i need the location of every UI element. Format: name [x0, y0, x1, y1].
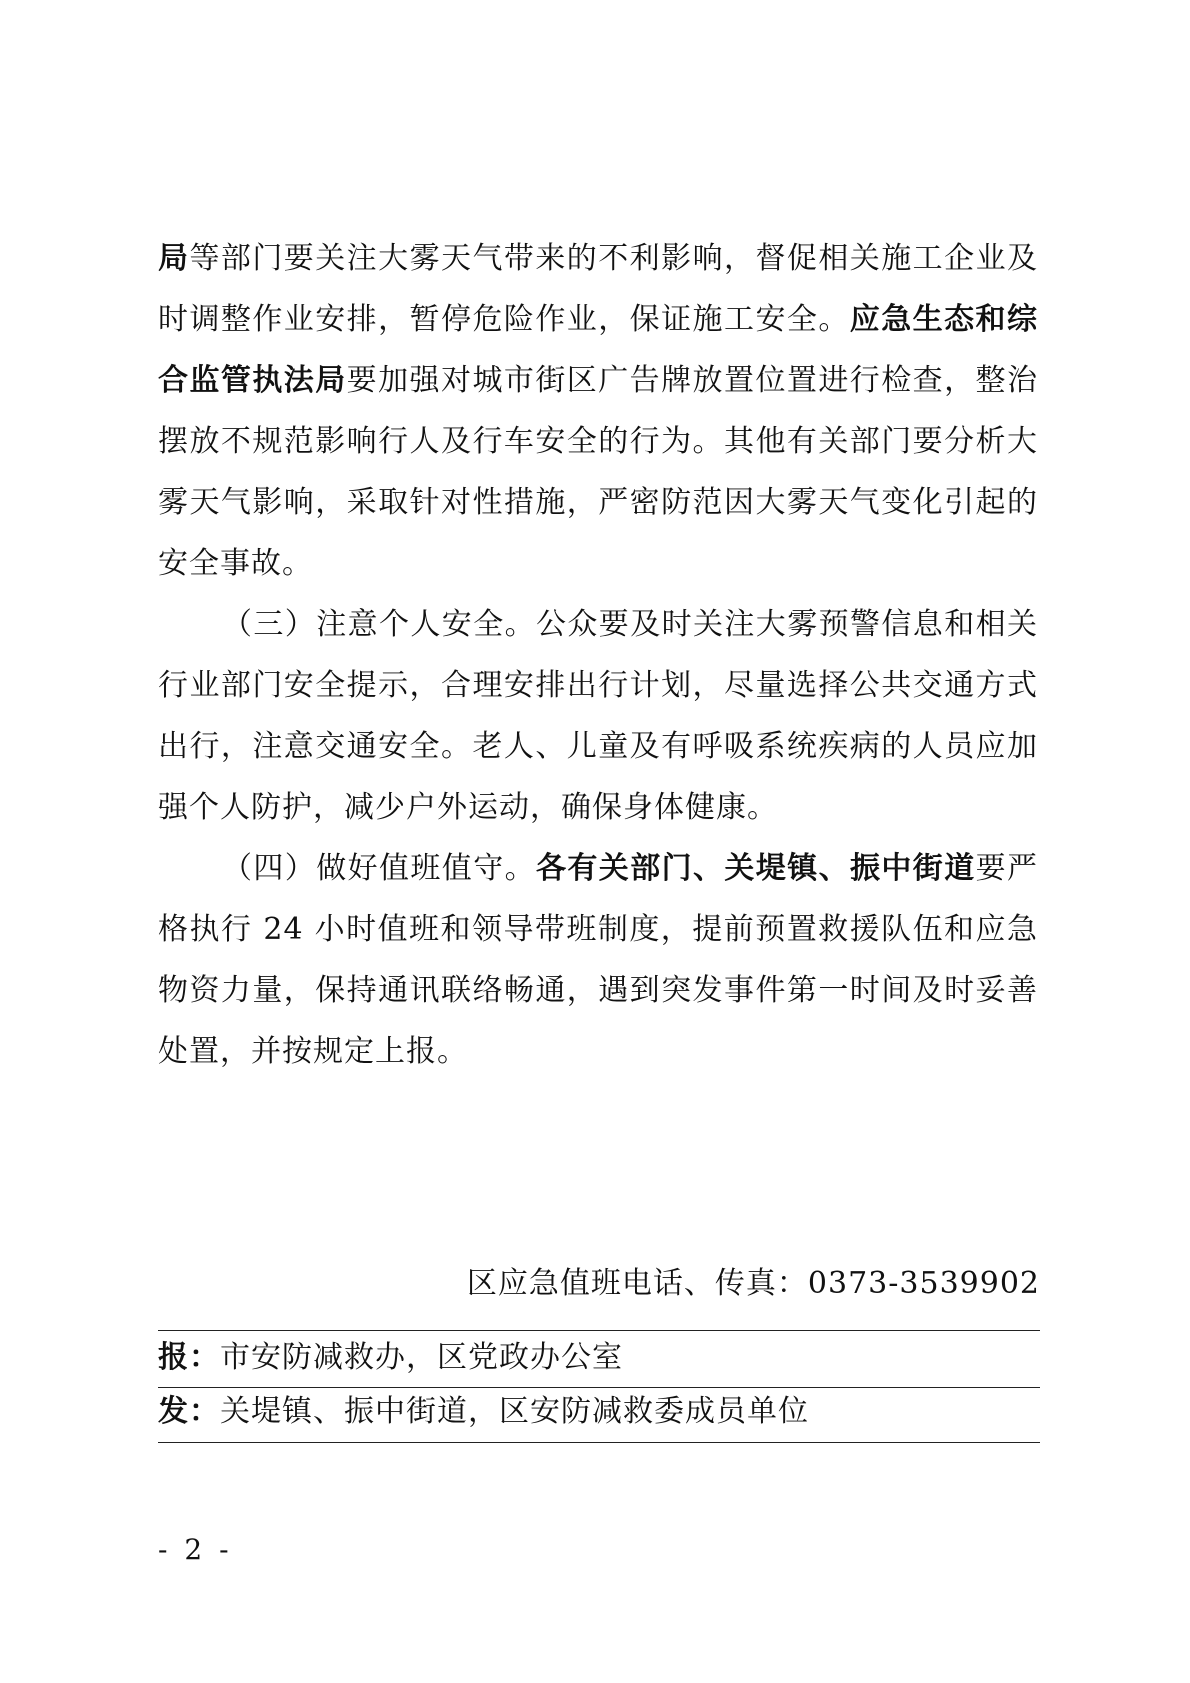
bold-agency-name: 应急生态和综合监管执法局 [158, 302, 1039, 398]
bold-responsible-units: 各有关部门、关堤镇、振中街道 [536, 851, 976, 886]
section-three [158, 594, 1038, 838]
section-four [158, 838, 1038, 1082]
section-heading: （三）注意个人安全。 [222, 607, 536, 642]
page-number: - 2 - [158, 1533, 233, 1566]
report-to-line [158, 1338, 623, 1378]
send-recipients: 关堤镇、振中街道，区安防减救委成员单位 [220, 1394, 809, 1429]
paragraph-continuation [158, 228, 1038, 594]
bold-agency-fragment: 局 [158, 241, 190, 276]
document-body [158, 228, 1038, 1082]
duty-phone-fax: 区应急值班电话、传真：0373-3539902 [466, 1266, 1040, 1301]
divider-bottom [158, 1442, 1040, 1443]
divider-top [158, 1330, 1040, 1331]
report-recipients: 市安防减救办，区党政办公室 [220, 1340, 623, 1375]
section-heading: （四）做好值班值守。 [222, 851, 536, 886]
paragraph-text: 要加强对城市街区广告牌放置位置进行检查，整治摆放不规范影响行人及行车安全的行为。其他有关部门要分析大雾天气影响，采取针对性措施，严密防范因大雾天气变化引起的安全事故。 [158, 363, 1039, 581]
section-text: 要严格执行 24 小时值班和领导带班制度，提前预置救援队伍和应急物资力量，保持通讯联络畅通，遇到突发事件第一时间及时妥善处置，并按规定上报。 [158, 851, 1039, 1069]
report-label: 报： [158, 1340, 220, 1375]
send-label: 发： [158, 1394, 220, 1429]
divider-middle [158, 1387, 1040, 1388]
section-text: 公众要及时关注大雾预警信息和相关行业部门安全提示，合理安排出行计划，尽量选择公共交通方式出行，注意交通安全。老人、儿童及有呼吸系统疾病的人员应加强个人防护，减少户外运动，确保身体健康。 [158, 607, 1038, 825]
paragraph-text: 等部门要关注大雾天气带来的不利影响，督促相关施工企业及时调整作业安排，暂停危险作业，保证施工安全。 [158, 241, 1039, 337]
send-to-line [158, 1392, 809, 1432]
